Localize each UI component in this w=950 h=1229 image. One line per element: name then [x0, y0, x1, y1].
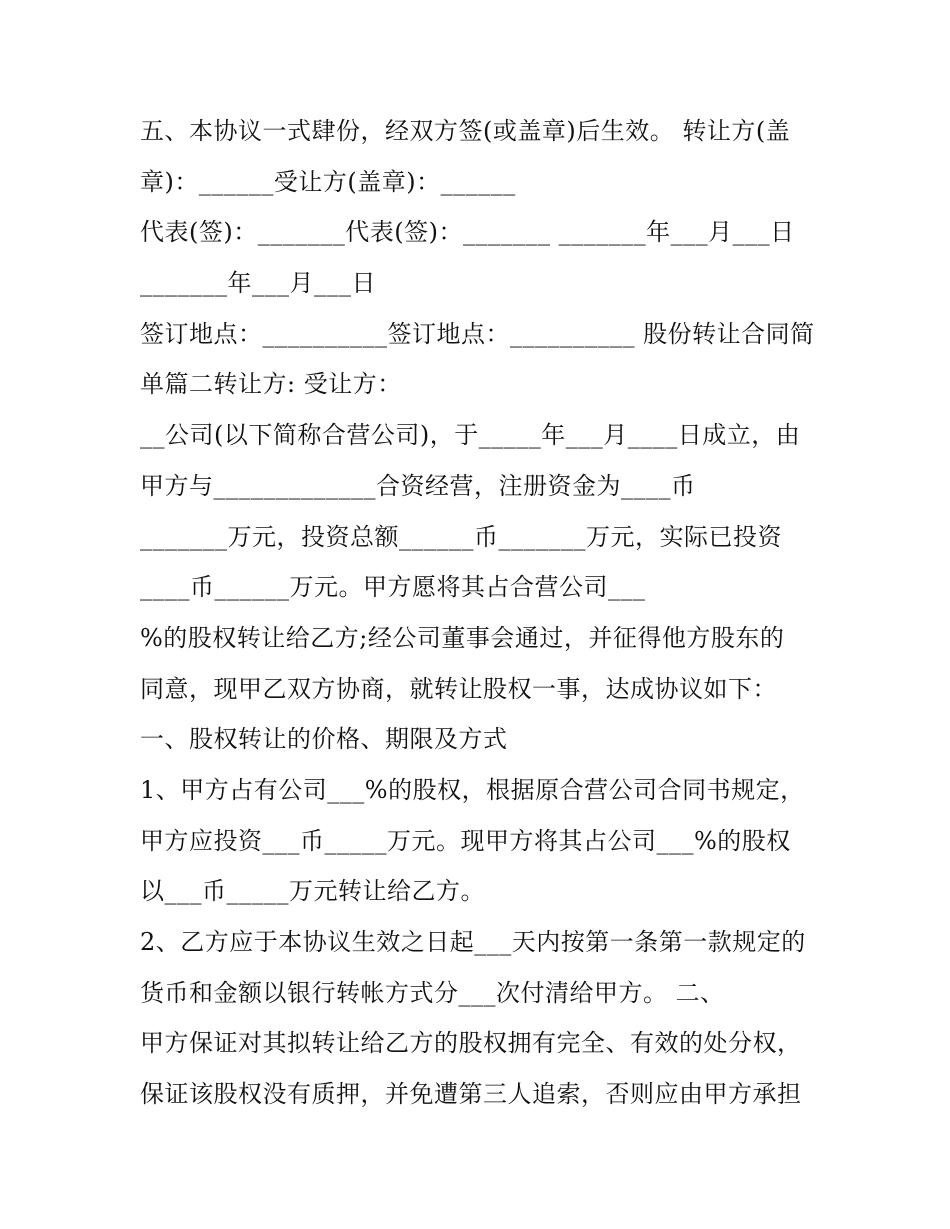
document-body — [140, 106, 830, 1120]
text-line: 货币和金额以银行转帐方式分___次付清给甲方。 二、 — [140, 978, 725, 1007]
text-line: 甲方与_____________合资经营，注册资金为____币 — [140, 471, 696, 500]
text-line: 1、甲方占有公司___%的股权，根据原合营公司合同书规定， — [140, 775, 805, 804]
text-line: _______万元，投资总额______币_______万元，实际已投资 — [140, 522, 782, 551]
text-line: 保证该股权没有质押，并免遭第三人追索，否则应由甲方承担 — [140, 1080, 802, 1109]
text-line: 签订地点：__________签订地点：__________ 股份转让合同简 — [140, 319, 815, 348]
text-line: 甲方应投资___币_____万元。现甲方将其占公司___%的股权 — [140, 826, 791, 855]
text-line: %的股权转让给乙方;经公司董事会通过，并征得他方股东的 — [140, 623, 785, 652]
text-line: 甲方保证对其拟转让给乙方的股权拥有完全、有效的处分权， — [140, 1029, 802, 1058]
text-line: 同意，现甲乙双方协商，就转让股权一事，达成协议如下： — [140, 674, 777, 703]
section-heading: 一、股权转让的价格、期限及方式 — [140, 725, 508, 754]
text-line: ____币______万元。甲方愿将其占合营公司___ — [140, 573, 646, 602]
text-line: _______年___月___日 — [140, 269, 376, 298]
text-line: 以___币_____万元转让给乙方。 — [140, 877, 485, 906]
text-line: 章)：______受让方(盖章)：______ — [140, 167, 516, 196]
text-line: 2、乙方应于本协议生效之日起___天内按第一条第一款规定的 — [140, 928, 806, 956]
text-line: __公司(以下简称合营公司)，于_____年___月____日成立，由 — [140, 421, 801, 450]
text-line: 代表(签)：_______代表(签)：_______ _______年___月___日 — [140, 218, 795, 247]
text-line: 单篇二转让方: 受让方： — [140, 370, 402, 399]
text-line: 五、本协议一式肆份，经双方签(或盖章)后生效。 转让方(盖 — [140, 117, 791, 145]
